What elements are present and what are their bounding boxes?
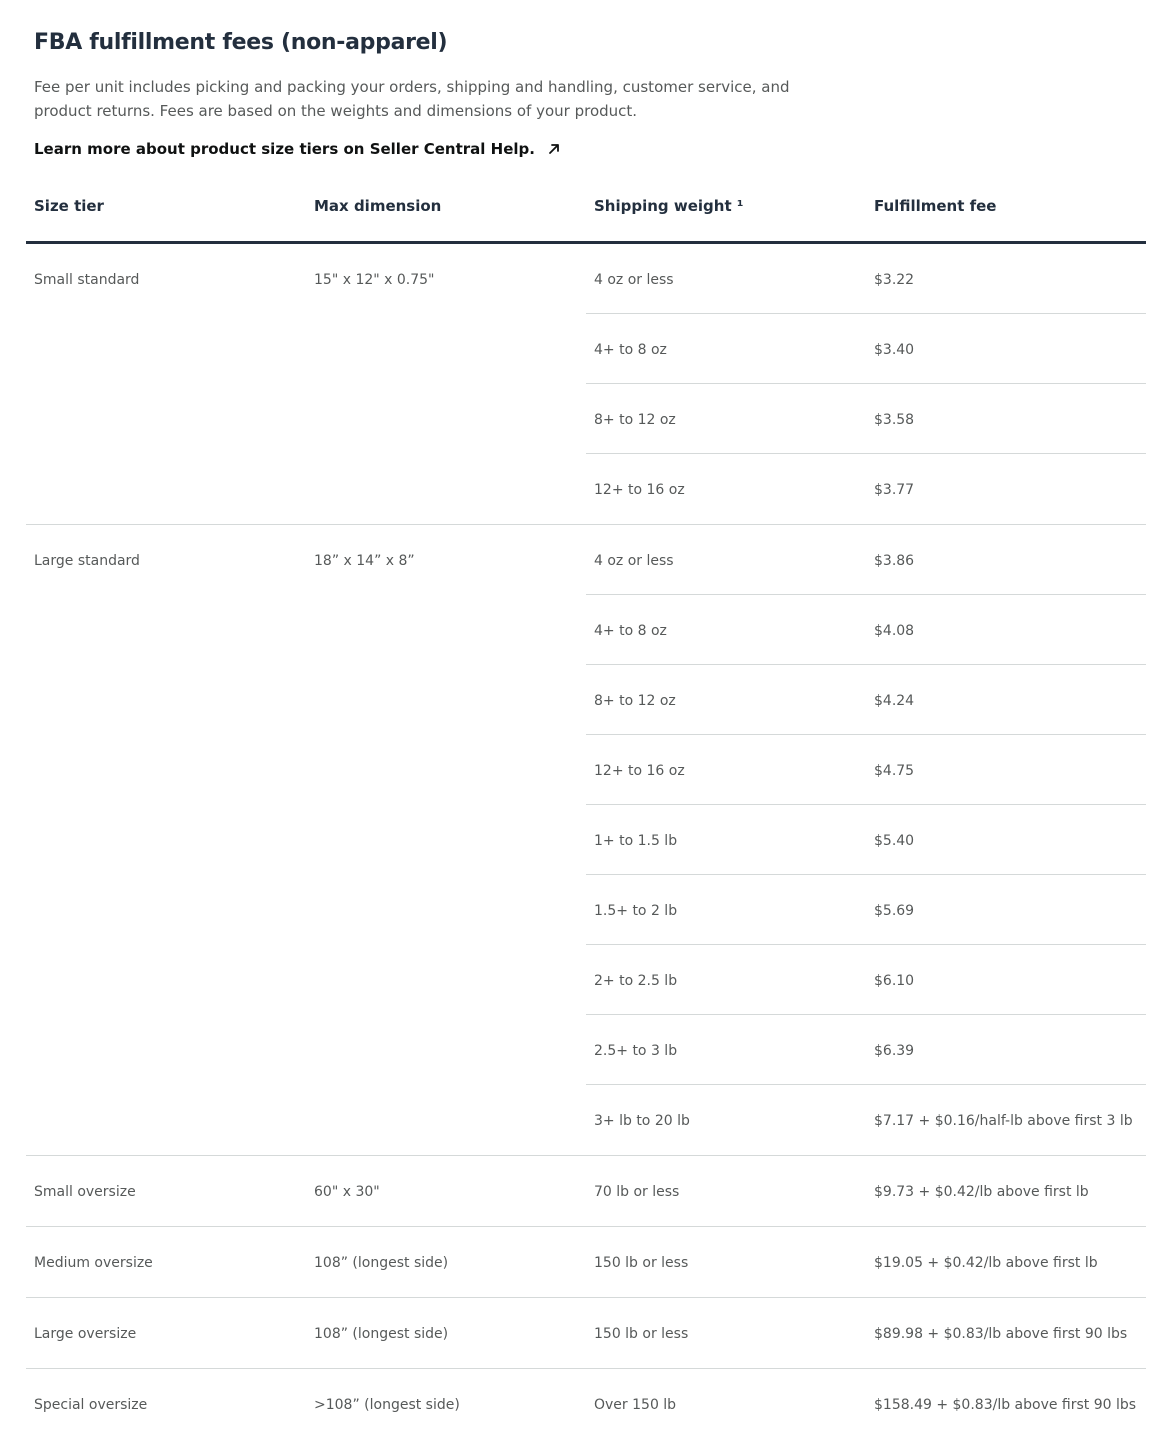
table-row <box>586 1298 1146 1368</box>
tier-group <box>26 1298 1146 1369</box>
size-tier-cell: Small oversize <box>34 1184 136 1200</box>
table-row <box>586 805 1146 875</box>
header-size-tier: Size tier <box>34 197 104 215</box>
max-dimension-cell: >108” (longest side) <box>314 1397 460 1413</box>
table-header <box>26 170 1146 244</box>
shipping-weight-cell: 2+ to 2.5 lb <box>594 973 678 989</box>
table-row <box>586 244 1146 314</box>
fulfillment-fee-cell: $19.05 + $0.42/lb above first lb <box>874 1255 1098 1271</box>
table-row <box>586 735 1146 805</box>
size-tier-cell: Large standard <box>34 553 140 569</box>
fulfillment-fee-cell: $89.98 + $0.83/lb above first 90 lbs <box>874 1326 1128 1342</box>
fulfillment-fee-cell: $7.17 + $0.16/half-lb above first 3 lb <box>874 1113 1133 1129</box>
shipping-weight-cell: 12+ to 16 oz <box>594 763 685 779</box>
tier-group <box>26 244 1146 525</box>
fee-table <box>26 170 1146 1436</box>
tier-group <box>26 525 1146 1156</box>
table-row <box>586 384 1146 454</box>
tier-group <box>26 1369 1146 1436</box>
max-dimension-cell: 60" x 30" <box>314 1184 380 1200</box>
table-row <box>586 1369 1146 1436</box>
size-tier-cell: Large oversize <box>34 1326 137 1342</box>
fulfillment-fee-cell: $4.08 <box>874 623 915 639</box>
intro-text: Fee per unit includes picking and packing your orders, shipping and handling, customer service, and product returns. Fees are based on the weights and dimensions of your product. <box>34 78 790 120</box>
shipping-weight-cell: 4+ to 8 oz <box>594 623 667 639</box>
shipping-weight-cell: 4 oz or less <box>594 272 674 288</box>
fulfillment-fee-cell: $158.49 + $0.83/lb above first 90 lbs <box>874 1397 1137 1413</box>
fulfillment-fee-cell: $6.39 <box>874 1043 915 1059</box>
shipping-weight-cell: 3+ lb to 20 lb <box>594 1113 690 1129</box>
size-tier-cell: Small standard <box>34 272 140 288</box>
table-row <box>586 1015 1146 1085</box>
shipping-weight-cell: Over 150 lb <box>594 1397 677 1413</box>
fulfillment-fee-cell: $3.22 <box>874 272 915 288</box>
header-max-dimension: Max dimension <box>314 197 442 215</box>
fulfillment-fee-cell: $3.86 <box>874 553 915 569</box>
fulfillment-fee-cell: $4.24 <box>874 693 915 709</box>
max-dimension-cell: 108” (longest side) <box>314 1255 449 1271</box>
shipping-weight-cell: 2.5+ to 3 lb <box>594 1043 678 1059</box>
fulfillment-fee-cell: $9.73 + $0.42/lb above first lb <box>874 1184 1089 1200</box>
shipping-weight-cell: 1.5+ to 2 lb <box>594 903 678 919</box>
tier-group <box>26 1227 1146 1298</box>
fulfillment-fee-cell: $5.69 <box>874 903 915 919</box>
shipping-weight-cell: 8+ to 12 oz <box>594 412 676 428</box>
shipping-weight-cell: 8+ to 12 oz <box>594 693 676 709</box>
table-row <box>586 314 1146 384</box>
max-dimension-cell: 18” x 14” x 8” <box>314 553 415 569</box>
learn-more-link[interactable] <box>34 140 561 158</box>
shipping-weight-cell: 12+ to 16 oz <box>594 482 685 498</box>
table-row <box>586 1227 1146 1297</box>
size-tier-cell: Medium oversize <box>34 1255 153 1271</box>
max-dimension-cell: 108” (longest side) <box>314 1326 449 1342</box>
fulfillment-fee-cell: $6.10 <box>874 973 915 989</box>
fulfillment-fee-cell: $3.77 <box>874 482 915 498</box>
learn-more-link-label: Learn more about product size tiers on Seller Central Help. <box>34 140 535 158</box>
table-body <box>26 244 1146 1436</box>
shipping-weight-cell: 1+ to 1.5 lb <box>594 833 678 849</box>
fulfillment-fee-cell: $5.40 <box>874 833 915 849</box>
table-row <box>586 595 1146 665</box>
header-fulfillment-fee: Fulfillment fee <box>874 197 997 215</box>
fulfillment-fee-cell: $3.40 <box>874 342 915 358</box>
shipping-weight-cell: 150 lb or less <box>594 1255 689 1271</box>
table-row <box>586 945 1146 1015</box>
table-row <box>586 665 1146 735</box>
shipping-weight-cell: 150 lb or less <box>594 1326 689 1342</box>
header-shipping-weight: Shipping weight ¹ <box>594 197 744 215</box>
table-row <box>586 454 1146 524</box>
fulfillment-fee-cell: $3.58 <box>874 412 915 428</box>
page-title: FBA fulfillment fees (non-apparel) <box>34 30 448 55</box>
tier-group <box>26 1156 1146 1227</box>
table-row <box>586 875 1146 945</box>
shipping-weight-cell: 4+ to 8 oz <box>594 342 667 358</box>
shipping-weight-cell: 4 oz or less <box>594 553 674 569</box>
shipping-weight-cell: 70 lb or less <box>594 1184 680 1200</box>
table-row <box>586 1156 1146 1226</box>
fulfillment-fee-cell: $4.75 <box>874 763 915 779</box>
external-link-arrow-icon <box>547 142 561 156</box>
table-row <box>586 525 1146 595</box>
size-tier-cell: Special oversize <box>34 1397 148 1413</box>
max-dimension-cell: 15" x 12" x 0.75" <box>314 272 435 288</box>
table-row <box>586 1085 1146 1155</box>
